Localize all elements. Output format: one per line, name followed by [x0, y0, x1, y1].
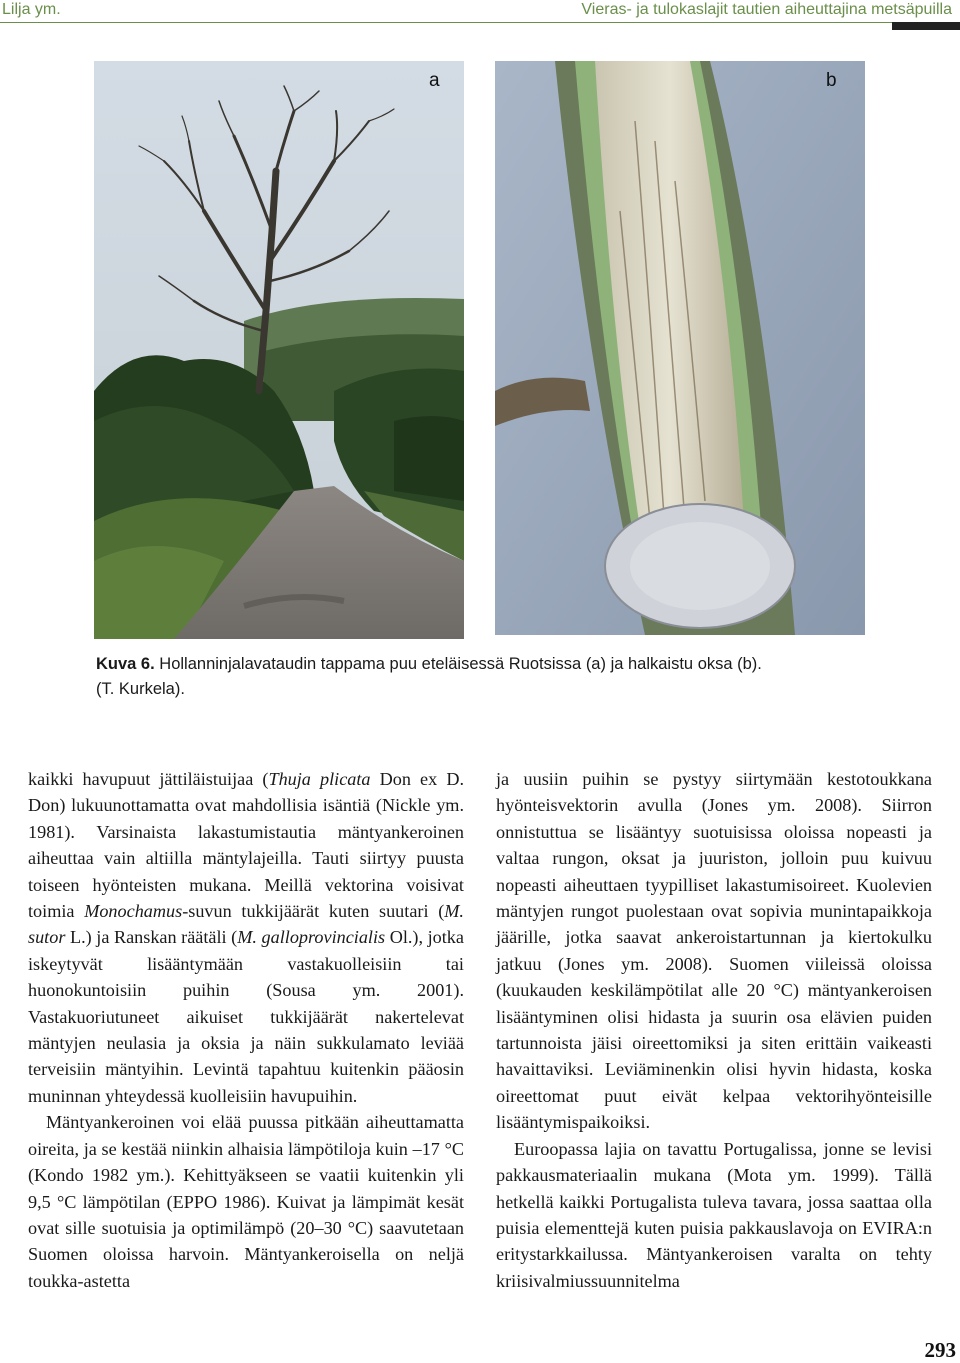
body-right-column	[496, 766, 932, 1294]
italic-term: M. sutor	[28, 901, 464, 948]
text-run: kaikki havupuut jättiläistuijaa (	[28, 769, 269, 789]
photo-split-branch-icon	[495, 61, 865, 635]
header-rule	[0, 22, 960, 23]
page-number: 293	[924, 1338, 956, 1362]
header-author: Lilja ym.	[2, 1, 61, 18]
figure-caption	[96, 652, 876, 702]
text-run: Mäntyankeroinen voi elää puussa pitkään aiheuttamatta oireita, ja se kestää niinkin alhaisia lämpötiloja kuin –17 °C (Kondo 1982 ym.). Kehittyäkseen se vaatii kuitenkin yli 9,5 °C lämpötilan (EPPO 1986). Kuivat ja lämpimät kesät ovat sille suotuisia ja optimilämpö (20–30 °C) saavutetaan Suomen oloissa harvoin. Mäntyankeroisella on neljä toukka-astetta	[28, 1112, 464, 1291]
running-header	[0, 0, 960, 30]
figure-a-photo	[94, 61, 464, 639]
text-run: Euroopassa lajia on tavattu Portugalissa, jonne se levisi pakkausmateriaalin mukana (Mota ym. 1999). Tällä hetkellä kaikki Portugalista tuleva tavara, jossa saattaa olla puisia elementtejä kuten puisia pakkauslavoja on EVIRA:n eritystarkkailussa. Mäntyankeroisen varalta on tehty kriisivalmiussuunnitelma	[496, 1138, 932, 1291]
caption-credit: (T. Kurkela).	[96, 680, 185, 698]
header-bar	[892, 22, 960, 30]
body-left-column	[28, 766, 464, 1294]
paragraph	[496, 1136, 932, 1294]
paragraph	[28, 1109, 464, 1294]
italic-term: M. galloprovincialis	[237, 927, 386, 948]
text-run: L.) ja Ranskan räätäli (	[65, 927, 238, 948]
figure-b-label: b	[826, 70, 837, 91]
caption-prefix: Kuva 6.	[96, 655, 155, 673]
paragraph-continuation	[28, 766, 464, 1109]
header-running-title: Vieras- ja tulokaslajit tautien aiheuttajina metsäpuilla	[581, 1, 952, 18]
text-run: -suvun tukkijäärät kuten suutari (	[182, 901, 445, 922]
figure-a-label: a	[429, 70, 440, 91]
caption-text: Hollanninjalavataudin tappama puu eteläisessä Ruotsissa (a) ja halkaistu oksa (b).	[159, 655, 762, 673]
photo-dead-elm-tree-road-icon	[94, 61, 464, 639]
figure-b-photo	[495, 61, 865, 635]
paragraph-continuation	[496, 766, 932, 1136]
italic-term: Thuja plicata	[268, 769, 371, 789]
italic-term: Monochamus	[84, 901, 183, 922]
text-run: Don ex D. Don) lukuunottamatta ovat mahdollisia isäntiä (Nickle ym. 1981). Varsinaista lakastumistautia mäntyankeroinen aiheuttaa vain altiilla mäntylajeilla. Tauti siirtyy puusta toiseen hyönteisten mukana. Meillä vektorina voisivat toimia	[28, 769, 465, 922]
text-run: Ol.), jotka iskeytyvät lisääntymään vastakuolleisiin tai huonokuntoisiin puihin (Sousa ym. 2001). Vastakuoriutuneet aikuiset tukkijäärät nakertelevat mäntyjen neulasia ja oksia ja näin sukkulamato leviää terveisiin mäntyihin. Levintä tapahtuu kuitenkin pääosin muninnan yhteydessä kuolleisiin havupuihin.	[28, 927, 464, 1106]
text-run: ja uusiin puihin se pystyy siirtymään kestotoukkana hyönteisvektorin avulla (Jones ym. 2008). Siirron onnistuttua se lisääntyy suotuisissa oloissa nopeasti ja valtaa rungon, oksat ja juuriston, jolloin puu kuivuu nopeasti aiheuttaen tyypilliset lakastumisoireet. Kuolevien mäntyjen rungot puolestaan ovat sopivia munintapaikkoja jäärille, jotka saavat ankeroistartunnan ja kiertokulku jatkuu (Jones ym. 2008). Suomen viileissä oloissa (kuukauden keskilämpötilat alle 20 °C) mäntyankeroisen lisääntyminen olisi hidasta ja suurin osa elävien puiden tartunnoista jäisi oireettomiksi ja siten erittäin vaikeasti havaittaviksi. Leviäminenkin olisi hyvin hidasta, koska oireettomat puut eivät kelpaa vektorihyönteisille lisääntymispaikoiksi.	[496, 769, 932, 1133]
